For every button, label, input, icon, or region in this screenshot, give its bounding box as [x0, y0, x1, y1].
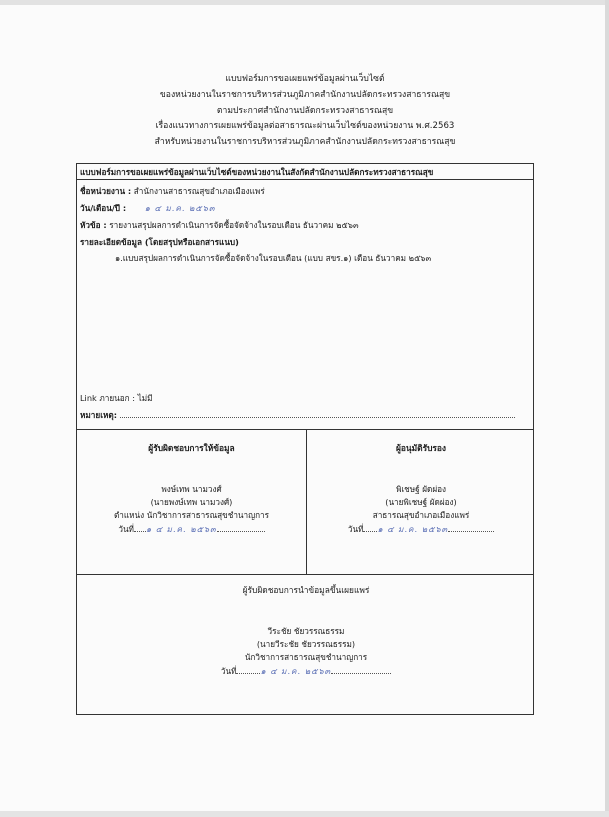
section-divider-bottom: [77, 574, 533, 575]
approver-name: พิเชษฐ์ ผัดผ่อง: [395, 484, 447, 494]
date-label: วัน/เดือน/ปี :: [80, 203, 127, 213]
approver-name-full: (นายพิเชษฐ์ ผัดผ่อง): [385, 497, 457, 507]
publisher-name-full: (นายวีระชัย ชัยวรรณธรรม): [256, 639, 356, 649]
header-line-2: ของหน่วยงานในราชการบริหารส่วนภูมิภาคสำนักงานปลัดกระทรวงสาธารณสุข: [159, 89, 451, 100]
form-title: แบบฟอร์มการขอเผยแพร่ข้อมูลผ่านเว็บไซต์ของหน่วยงานในสังกัดสำนักงานปลัดกระทรวงสาธารณสุข: [77, 164, 533, 180]
detail-label: รายละเอียดข้อมูล (โดยสรุปหรือเอกสารแนบ): [80, 237, 239, 247]
approver-heading: ผู้อนุมัติรับรอง: [395, 443, 447, 453]
scan-edge-right: [605, 0, 609, 817]
agency-row: [80, 185, 265, 198]
responsible-date-label: วันที่: [118, 524, 134, 534]
dots-before: [134, 522, 146, 532]
responsible-name-full: (นายพงษ์เทพ นามวงศ์): [150, 497, 233, 507]
date-value: ๑ ๔ ม.ค. ๒๕๖๓: [144, 203, 216, 213]
approver-date-value: ๑ ๔ ม.ค. ๒๕๖๓: [377, 524, 449, 534]
note-row: [80, 408, 515, 422]
publisher-heading: ผู้รับผิดชอบการนำข้อมูลขึ้นเผยแพร่: [242, 585, 370, 595]
detail-item: ๑.แบบสรุปผลการดำเนินการจัดซื้อจัดจ้างในรอบเดือน (แบบ สขร.๑) เดือน ธันวาคม ๒๕๖๓: [115, 253, 432, 263]
header-line-3: ตามประกาศสำนักงานปลัดกระทรวงสาธารณสุข: [216, 105, 394, 116]
agency-label: ชื่อหน่วยงาน :: [80, 186, 132, 196]
publisher-block: [77, 584, 535, 678]
publication-form: [76, 163, 534, 715]
publisher-position: นักวิชาการสาธารณสุขชำนาญการ: [244, 652, 368, 662]
section-divider-top: [77, 429, 533, 430]
document-header: [60, 72, 550, 151]
approver-date-label: วันที่: [347, 524, 364, 534]
responsible-date-value: ๑ ๔ ม.ค. ๒๕๖๓: [145, 524, 217, 534]
subject-value: รายงานสรุปผลการดำเนินการจัดซื้อจัดจ้างในรอบเดือน ธันวาคม ๒๕๖๓: [109, 220, 359, 230]
link-row: [80, 392, 153, 405]
header-line-5: สำหรับหน่วยงานในราชการบริหารส่วนภูมิภาคสำนักงานปลัดกระทรวงสาธารณสุข: [154, 137, 456, 148]
dots-after: [448, 522, 494, 532]
link-label: Link ภายนอก :: [80, 393, 135, 403]
date-row: [80, 202, 215, 215]
dots-after: [331, 664, 391, 674]
scan-edge-top: [0, 0, 609, 5]
approver-date-row: [307, 522, 535, 536]
approver-position: สาธารณสุขอำเภอเมืองแพร่: [372, 510, 470, 520]
dots-before: [236, 664, 260, 674]
approver-block: [307, 442, 535, 536]
dots-after: [217, 522, 265, 532]
responsible-name: พงษ์เทพ นามวงศ์: [161, 484, 222, 494]
header-line-1: แบบฟอร์มการขอเผยแพร่ข้อมูลผ่านเว็บไซต์: [225, 74, 385, 84]
agency-value: สำนักงานสาธารณสุขอำเภอเมืองแพร่: [133, 186, 265, 196]
publisher-date-label: วันที่: [220, 666, 237, 676]
subject-label: หัวข้อ :: [80, 220, 107, 230]
responsible-heading: ผู้รับผิดชอบการให้ข้อมูล: [148, 443, 235, 453]
note-dotted-line: [120, 408, 515, 418]
responsible-date-row: [77, 522, 306, 536]
responsible-block: [77, 442, 306, 536]
publisher-date-value: ๑ ๔ ม.ค. ๒๕๖๓: [260, 666, 332, 676]
dots-before: [363, 522, 377, 532]
note-label: หมายเหตุ:: [80, 410, 117, 420]
subject-row: [80, 219, 359, 232]
responsible-position: ตำแหน่ง นักวิชาการสาธารณสุขชำนาญการ: [113, 510, 270, 520]
publisher-date-row: [77, 664, 535, 678]
link-value: ไม่มี: [137, 393, 153, 403]
publisher-name: วีระชัย ชัยวรรณธรรม: [267, 626, 345, 636]
scan-edge-bottom: [0, 811, 609, 817]
header-line-4: เรื่องแนวทางการเผยแพร่ข้อมูลต่อสาธารณะผ่านเว็บไซต์ของหน่วยงาน พ.ศ.2563: [155, 121, 455, 132]
